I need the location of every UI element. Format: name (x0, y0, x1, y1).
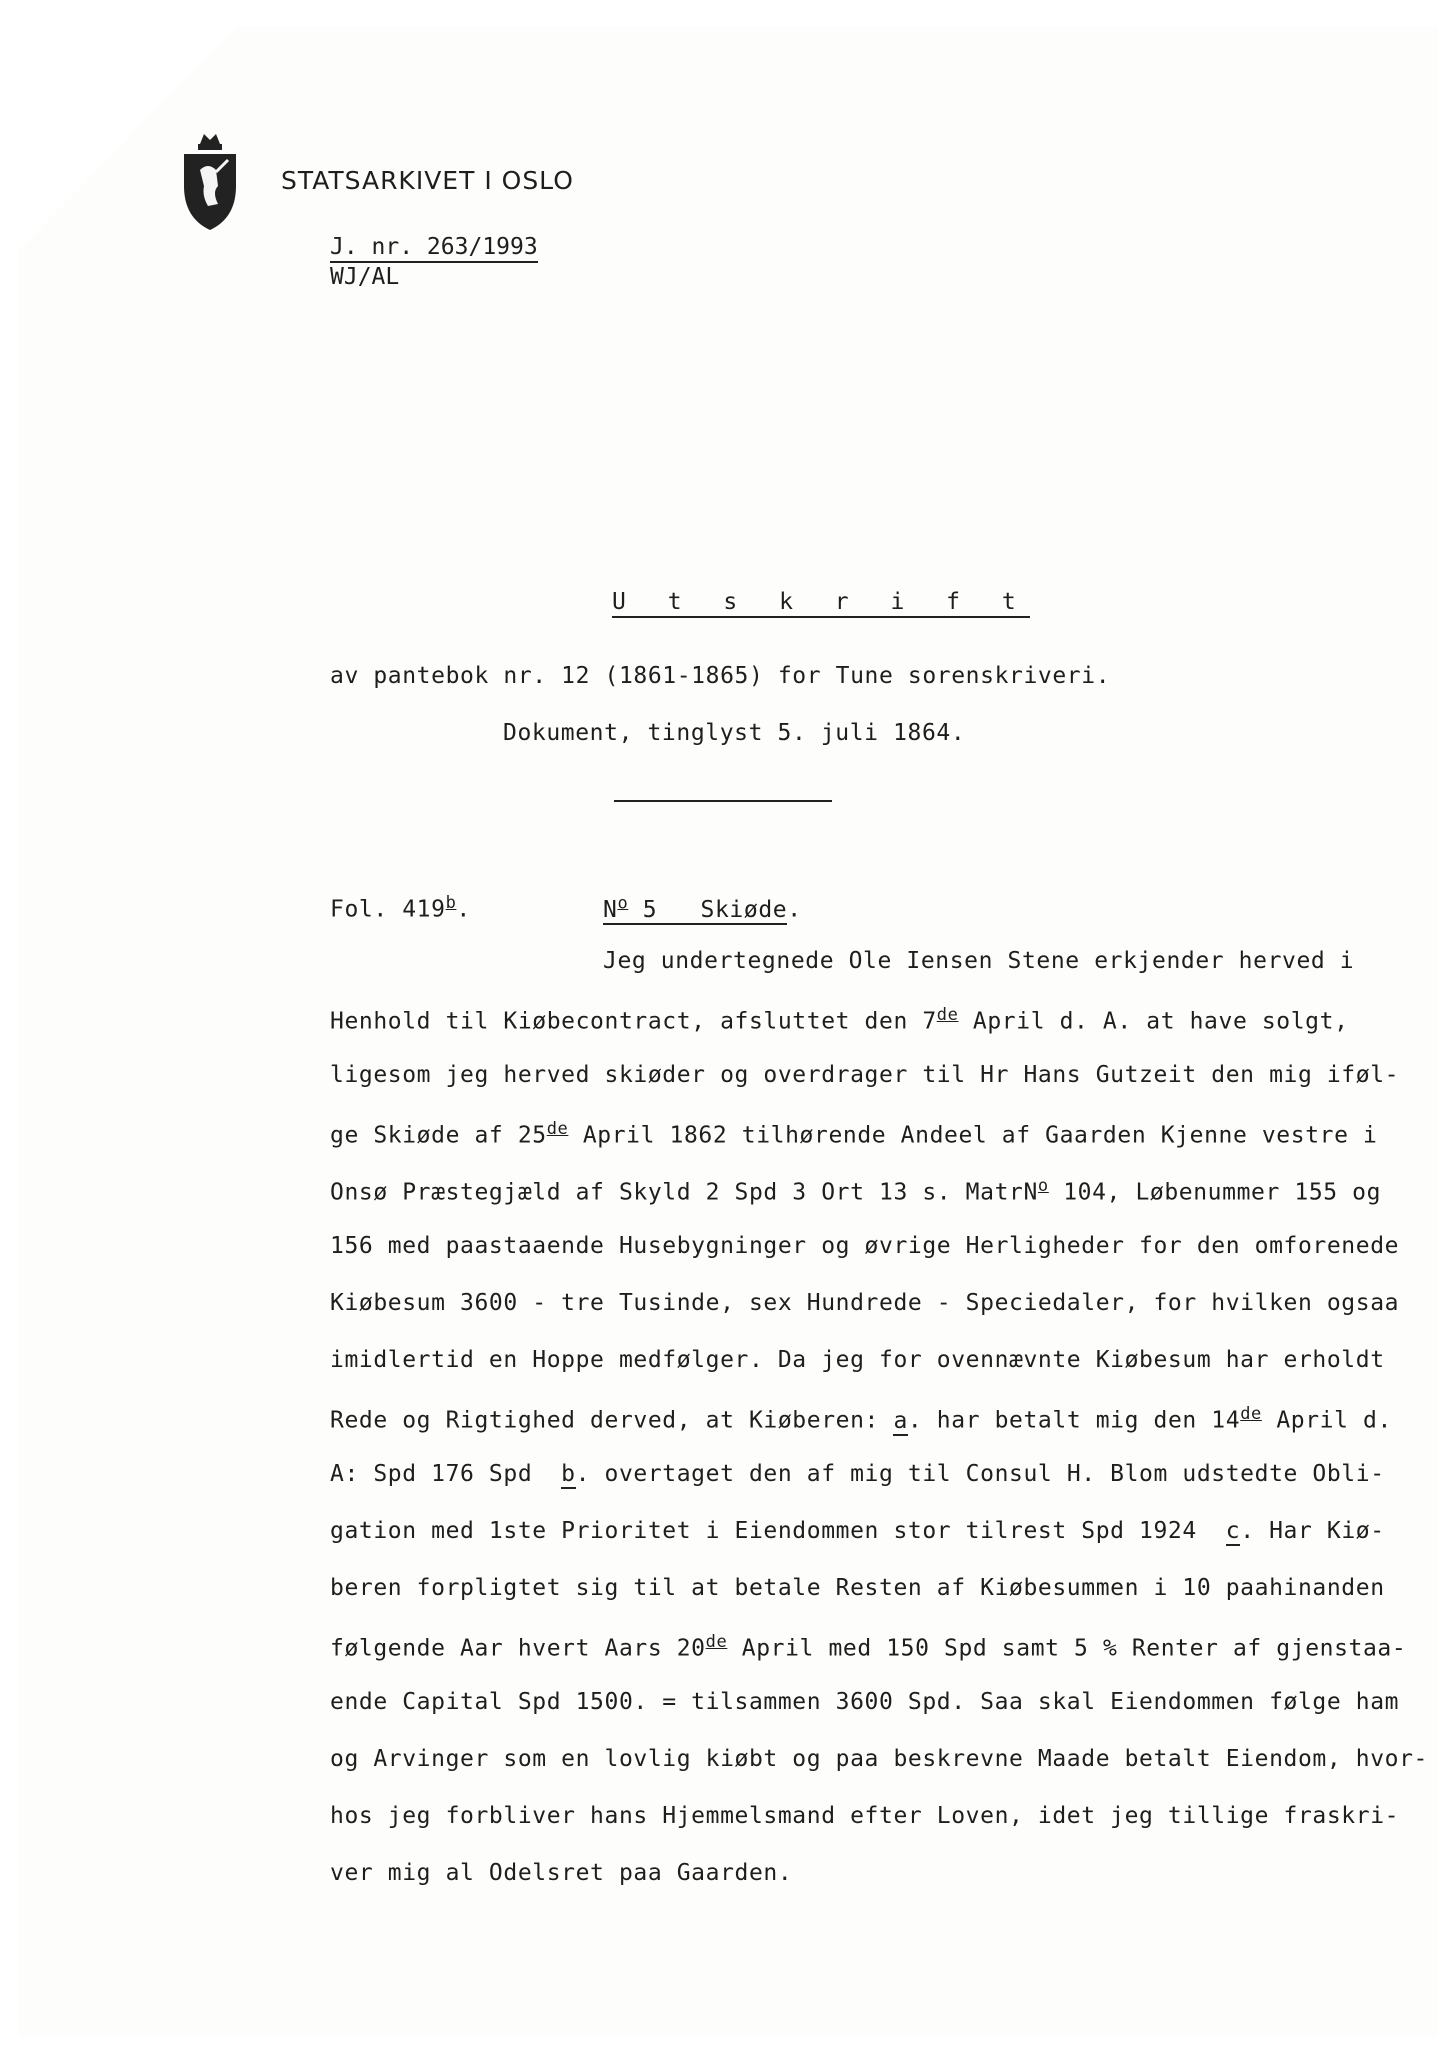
body-line: Onsø Præstegjæld af Skyld 2 Spd 3 Ort 13 s. MatrN$^o$ 104, Løbenummer 155 og (330, 1176, 1382, 1206)
body-line: ge Skiøde af 25de April 1862 tilhørende Andeel af Gaarden Kjenne vestre i (330, 1119, 1378, 1149)
body-line: hos jeg forbliver hans Hjemmelsmand efter Loven, idet jeg tillige fraskri- (330, 1803, 1400, 1829)
body-line: ende Capital Spd 1500. = tilsammen 3600 Spd. Saa skal Eiendommen følge ham (330, 1689, 1400, 1715)
body-line: gation med 1ste Prioritet i Eiendommen stor tilrest Spd 1924 c. Har Kiø- (330, 1518, 1385, 1544)
body-line: Henhold til Kiøbecontract, afsluttet den 7de April d. A. at have solgt, (330, 1005, 1349, 1035)
body-line: 156 med paastaaende Husebygninger og øvrige Herligheder for den omforenede (330, 1233, 1400, 1259)
journal-reference: J. nr. 263/1993 (330, 234, 538, 263)
body-line: beren forpligtet sig til at betale Resten af Kiøbesummen i 10 paahinanden (330, 1575, 1385, 1601)
clerk-initials: WJ/AL (330, 264, 400, 290)
body-line: Rede og Rigtighed derved, at Kiøberen: a. har betalt mig den 14de April d. (330, 1404, 1392, 1434)
body-line: A: Spd 176 Spd b. overtaget den af mig til Consul H. Blom udstedte Obli- (330, 1461, 1385, 1487)
document-subtitle: av pantebok nr. 12 (1861-1865) for Tune sorenskriveri. (330, 663, 1111, 689)
norwegian-coat-of-arms-icon (178, 126, 242, 236)
body-line: ligesom jeg herved skiøder og overdrager til Hr Hans Gutzeit den mig iføl- (330, 1062, 1400, 1088)
body-line: følgende Aar hvert Aars 20de April med 150 Spd samt 5 % Renter af gjenstaa- (330, 1632, 1407, 1662)
document-dateline: Dokument, tinglyst 5. juli 1864. (503, 720, 966, 746)
document-number: $N^o$ 5 Skiøde. (603, 893, 802, 923)
body-line: Jeg undertegnede Ole Iensen Stene erkjender herved i (603, 948, 1355, 974)
organization-name: STATSARKIVET I OSLO (281, 166, 574, 195)
section-divider (614, 800, 832, 802)
body-line: og Arvinger som en lovlig kiøbt og paa beskrevne Maade betalt Eiendom, hvor- (330, 1746, 1428, 1772)
body-line: Kiøbesum 3600 - tre Tusinde, sex Hundrede - Speciedaler, for hvilken ogsaa (330, 1290, 1400, 1316)
body-line: ver mig al Odelsret paa Gaarden. (330, 1860, 793, 1886)
document-title: U t s k r i f t (612, 589, 1030, 618)
body-line: imidlertid en Hoppe medfølger. Da jeg for ovennævnte Kiøbesum har erholdt (330, 1347, 1385, 1373)
folio-reference: Fol. 419$^b$. (330, 893, 471, 923)
